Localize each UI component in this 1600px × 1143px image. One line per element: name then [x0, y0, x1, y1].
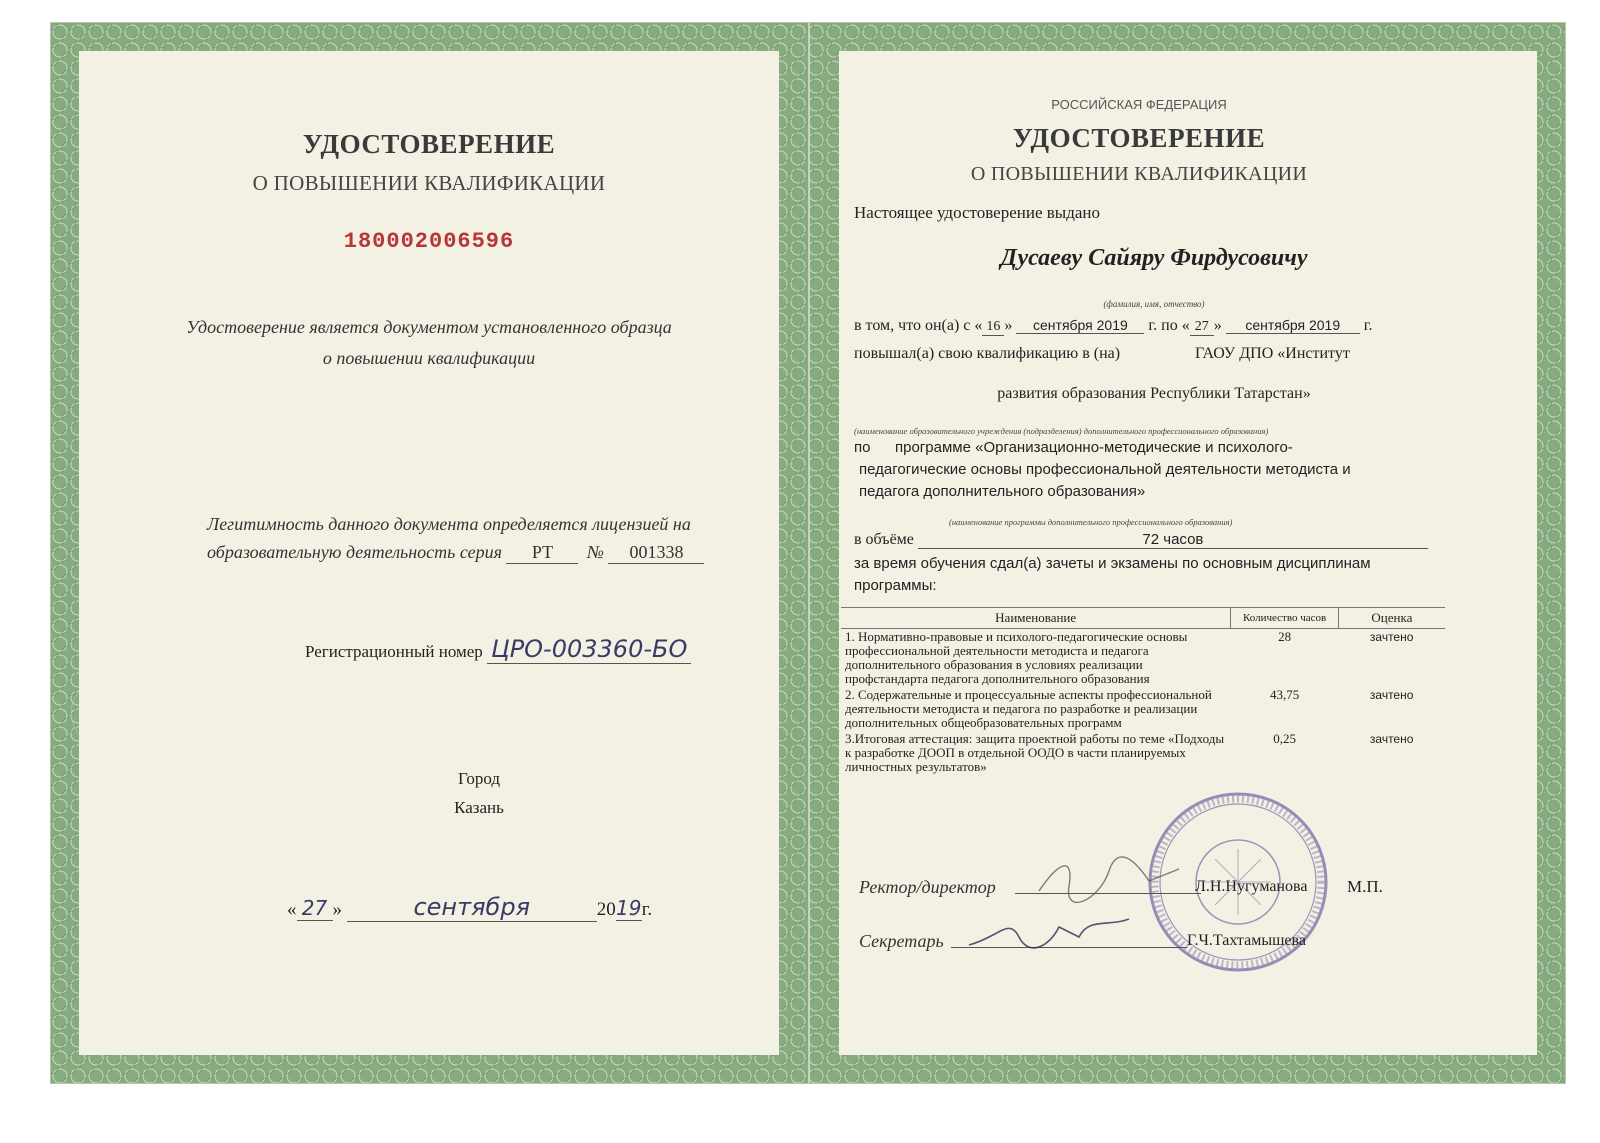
program-by: по — [854, 439, 871, 456]
study-period — [854, 317, 1373, 336]
left-page — [79, 51, 779, 1055]
volume-label: в объёме — [854, 531, 914, 548]
right-page — [839, 51, 1537, 1055]
license-line2 — [207, 542, 704, 564]
certificate-spread — [50, 22, 1566, 1084]
grades-table — [841, 607, 1445, 775]
issue-day: 27 — [297, 896, 333, 921]
end-year-unit: г. — [1363, 317, 1373, 334]
program-caption: (наименование программы дополнительного профессионального образования) — [949, 517, 1233, 527]
secretary-signature-icon — [959, 907, 1139, 963]
license-line1: Легитимность данного документа определяется лицензией на — [207, 514, 691, 534]
registration-label: Регистрационный номер — [305, 642, 483, 661]
name-caption: (фамилия, имя, отчество) — [1103, 299, 1205, 309]
seal-placeholder: М.П. — [1347, 877, 1383, 896]
issue-month: сентября — [347, 893, 597, 922]
doc-statement-line1: Удостоверение является документом установленного образца — [186, 317, 672, 337]
license-series: РТ — [506, 542, 578, 564]
year-unit-to: г. по « — [1148, 317, 1190, 334]
period-prefix: в том, что он(а) с « — [854, 317, 983, 334]
discipline-name: 2. Содержательные и процессуальные аспекты профессиональной деятельности методиста и педагога по разработке и реализации дополнительных общеобразовательных программ — [845, 687, 1212, 730]
right-title: УДОСТОВЕРЕНИЕ — [1012, 123, 1266, 153]
end-month-year: сентября 2019 — [1226, 317, 1360, 334]
serial-number: 180002006596 — [343, 229, 515, 254]
license-line2-prefix: образовательную деятельность серия — [207, 542, 502, 562]
program-line1: программе «Организационно-методические и психолого- — [895, 439, 1293, 456]
institution-line1: ГАОУ ДПО «Институт — [1195, 345, 1350, 362]
city-label: Город — [458, 769, 500, 788]
rector-signature-icon — [1029, 851, 1189, 911]
end-quote-close: » — [1213, 317, 1222, 334]
table-row — [841, 629, 1445, 688]
secretary-name: Г.Ч.Тахтамышева — [1187, 932, 1306, 949]
volume-row — [854, 531, 1428, 549]
exams-line1: за время обучения сдал(а) зачеты и экзамены по основным дисциплинам — [854, 555, 1371, 572]
institution-caption: (наименование образовательного учреждения (подразделения) дополнительного профессионального образования) — [854, 426, 1269, 436]
discipline-grade: зачтено — [1369, 732, 1414, 746]
right-subtitle: О ПОВЫШЕНИИ КВАЛИФИКАЦИИ — [970, 163, 1308, 185]
end-day: 27 — [1190, 319, 1214, 336]
start-month-year: сентября 2019 — [1016, 317, 1144, 334]
discipline-grade: зачтено — [1369, 688, 1414, 702]
city-name: Казань — [454, 798, 504, 817]
table-row — [841, 687, 1445, 731]
grades-header-name: Наименование — [841, 608, 1231, 629]
license-number-label: № — [586, 542, 604, 562]
registration-row — [305, 635, 691, 663]
discipline-grade: зачтено — [1369, 630, 1414, 644]
recipient-name: Дусаеву Сайяру Фирдусовичу — [1000, 245, 1308, 271]
left-title: УДОСТОВЕРЕНИЕ — [302, 129, 556, 159]
discipline-hours: 28 — [1278, 629, 1292, 644]
grades-header-grade: Оценка — [1338, 608, 1445, 629]
discipline-hours: 0,25 — [1273, 731, 1296, 746]
rector-label: Ректор/директор — [859, 877, 996, 897]
country-label: РОССИЙСКАЯ ФЕДЕРАЦИЯ — [1051, 97, 1227, 112]
discipline-hours: 43,75 — [1269, 687, 1300, 702]
institution-line2: развития образования Республики Татарстан» — [997, 385, 1311, 402]
issue-date — [287, 893, 652, 922]
issued-to-label: Настоящее удостоверение выдано — [854, 203, 1101, 222]
rector-name: Л.Н.Нугуманова — [1195, 878, 1308, 895]
secretary-label: Секретарь — [859, 931, 944, 951]
exams-line2: программы: — [854, 577, 937, 594]
discipline-name: 3.Итоговая аттестация: защита проектной работы по теме «Подходы к разработке ДООП в отдельной ООДО в части планируемых личностных результатов» — [845, 731, 1225, 774]
registration-number: ЦРО-003360-БО — [487, 635, 691, 664]
table-row — [841, 731, 1445, 775]
discipline-name: 1. Нормативно-правовые и психолого-педагогические основы профессиональной деятельности методиста и педагога дополнительного образования в условиях реализации профстандарта педагога дополнительного образования — [845, 629, 1188, 686]
program-line3: педагога дополнительного образования» — [859, 483, 1146, 500]
issue-year-suffix: 19 — [616, 896, 642, 920]
grades-header-hours: Количество часов — [1231, 608, 1339, 629]
license-number: 001338 — [608, 542, 704, 564]
program-line2: педагогические основы профессиональной деятельности методиста и — [859, 461, 1351, 478]
issue-year-prefix: 20 — [596, 899, 616, 920]
date-close-quote: » — [332, 899, 342, 920]
issue-year-unit: г. — [641, 899, 653, 920]
date-open-quote: « — [287, 899, 297, 920]
start-quote-close: » — [1004, 317, 1013, 334]
start-day: 16 — [982, 319, 1004, 336]
left-subtitle: О ПОВЫШЕНИИ КВАЛИФИКАЦИИ — [252, 171, 606, 195]
volume-value: 72 часов — [918, 531, 1428, 549]
qualified-prefix: повышал(а) свою квалификацию в (на) — [854, 345, 1121, 362]
doc-statement-line2: о повышении квалификации — [322, 348, 536, 368]
